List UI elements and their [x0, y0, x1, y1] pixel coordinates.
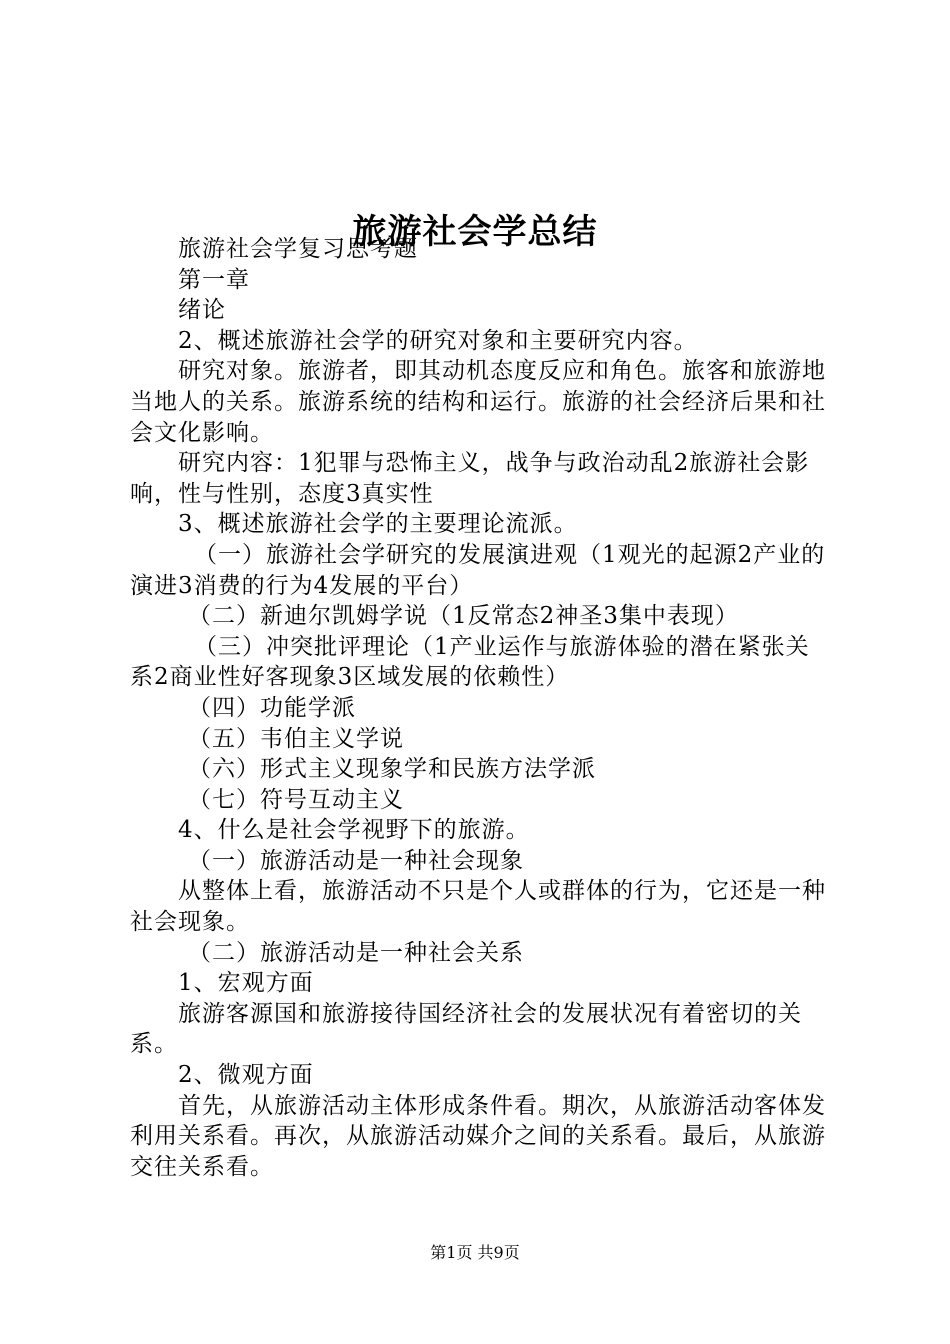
paragraph: 3、概述旅游社会学的主要理论流派。 [178, 511, 578, 538]
paragraph: 2、微观方面 [178, 1062, 314, 1089]
document-body [130, 234, 832, 1182]
paragraph: （六）形式主义现象学和民族方法学派 [188, 756, 596, 783]
paragraph: （五）韦伯主义学说 [188, 725, 404, 752]
paragraph: 1、宏观方面 [178, 970, 314, 997]
page-footer: 第1页 共9页 [430, 1243, 520, 1262]
paragraph: 首先，从旅游活动主体形成条件看。期次，从旅游活动客体发利用关系看。再次，从旅游活动媒介之间的关系看。最后，从旅游交往关系看。 [130, 1092, 826, 1180]
paragraph: （七）符号互动主义 [188, 786, 404, 813]
paragraph: 研究对象。旅游者，即其动机态度反应和角色。旅客和旅游地当地人的关系。旅游系统的结构和运行。旅游的社会经济后果和社会文化影响。 [130, 358, 826, 446]
paragraph: （一）旅游活动是一种社会现象 [188, 847, 524, 874]
paragraph: 旅游客源国和旅游接待国经济社会的发展状况有着密切的关系。 [130, 1000, 802, 1058]
paragraph: 2、概述旅游社会学的研究对象和主要研究内容。 [178, 327, 698, 354]
paragraph: （二）新迪尔凯姆学说（1反常态2神圣3集中表现） [188, 603, 739, 630]
paragraph: （一）旅游社会学研究的发展演进观（1观光的起源2产业的演进3消费的行为4发展的平台） [130, 541, 826, 599]
paragraph: 旅游社会学复习思考题 [178, 236, 418, 262]
paragraph: （三）冲突批评理论（1产业运作与旅游体验的潜在紧张关系2商业性好客现象3区域发展的依赖性） [130, 633, 810, 691]
paragraph: 绪论 [178, 297, 226, 324]
paragraph: 第一章 [178, 266, 250, 293]
document-title: 旅游社会学总结 [352, 211, 598, 252]
paragraph: 研究内容：1犯罪与恐怖主义，战争与政治动乱2旅游社会影响，性与性别，态度3真实性 [130, 450, 810, 507]
paragraph: 从整体上看，旅游活动不只是个人或群体的行为，它还是一种社会现象。 [130, 878, 826, 936]
paragraph: （二）旅游活动是一种社会关系 [188, 939, 524, 966]
paragraph: （四）功能学派 [188, 694, 356, 721]
paragraph: 4、什么是社会学视野下的旅游。 [178, 817, 530, 844]
